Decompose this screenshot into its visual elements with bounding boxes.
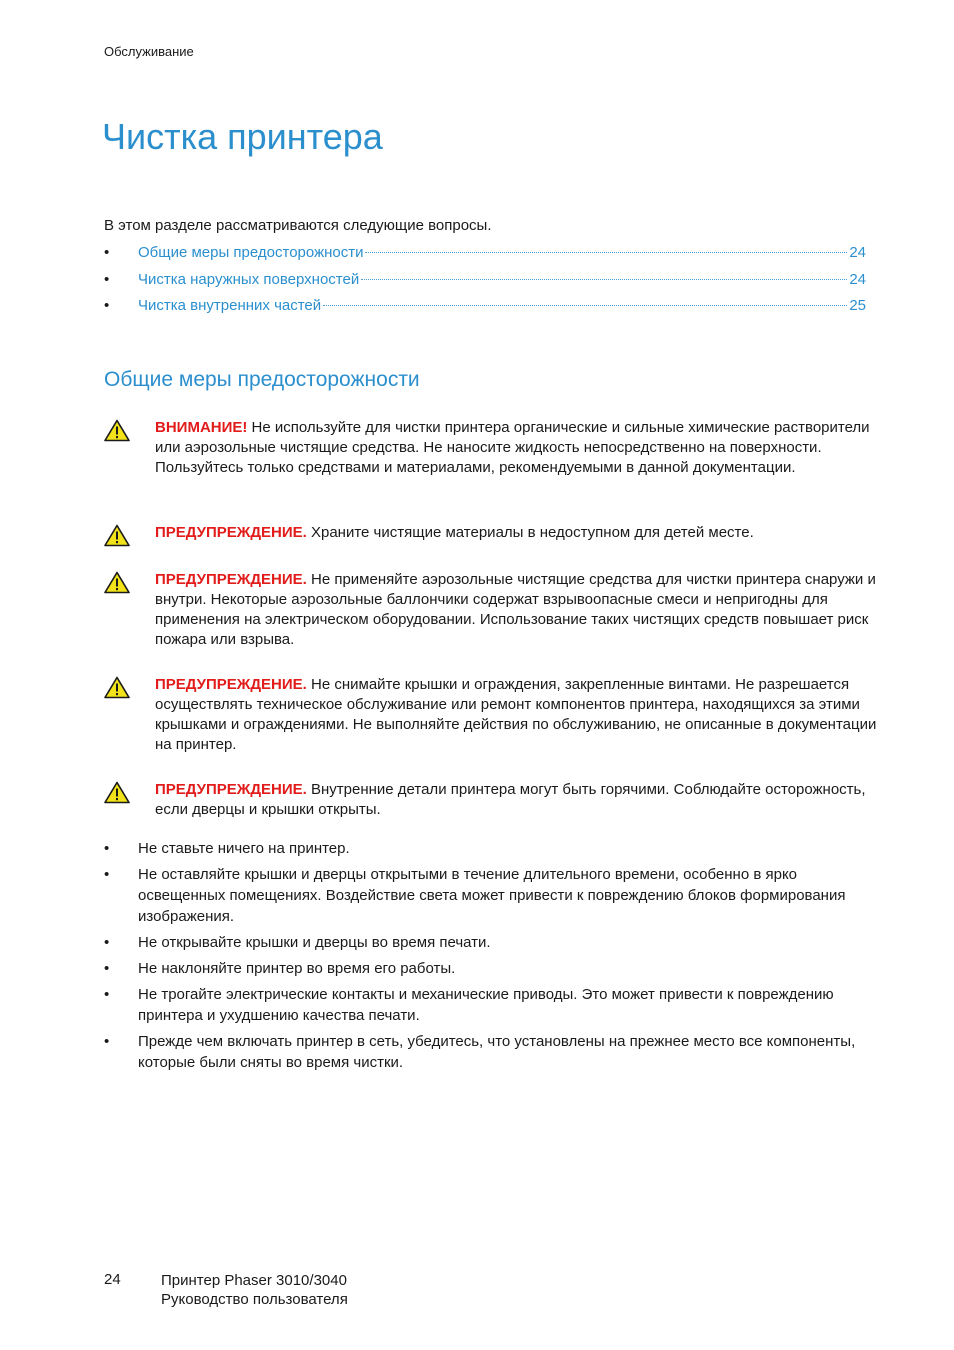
list-item (104, 958, 866, 979)
warning-lead: ПРЕДУПРЕЖДЕНИЕ. (155, 781, 307, 798)
warning-text (155, 675, 896, 755)
footer-guide: Руководство пользователя (161, 1291, 348, 1308)
warning-triangle-icon (104, 780, 155, 820)
page-number: 24 (104, 1271, 121, 1288)
toc-item[interactable] (104, 244, 866, 271)
warning-lead: ПРЕДУПРЕЖДЕНИЕ. (155, 676, 307, 693)
warning-triangle-icon (104, 570, 155, 650)
list-item-text: Не ставьте ничего на принтер. (138, 840, 350, 857)
list-item-text: Не открывайте крышки и дверцы во время печати. (138, 934, 491, 951)
list-item-text: Прежде чем включать принтер в сеть, убедитесь, что установлены на прежнее место все компоненты, которые были сняты во время чистки. (138, 1033, 856, 1071)
warning-text (155, 418, 896, 478)
warning-triangle-icon (104, 523, 155, 552)
bullet: • (104, 840, 110, 857)
toc-item[interactable] (104, 271, 866, 298)
bullet: • (104, 1033, 110, 1050)
toc-page[interactable]: 25 (849, 297, 866, 314)
warning-lead: ВНИМАНИЕ! (155, 419, 248, 436)
toc-leader (365, 252, 847, 253)
warning-text (155, 780, 896, 820)
warning-block (104, 675, 896, 755)
page-title: Чистка принтера (102, 116, 383, 157)
toc-link[interactable]: Чистка наружных поверхностей (138, 270, 360, 288)
footer-product: Принтер Phaser 3010/3040 (161, 1272, 347, 1289)
toc-page[interactable]: 24 (849, 244, 866, 261)
precautions-list (104, 838, 866, 1078)
footer-doc-info (161, 1271, 348, 1309)
bullet: • (104, 934, 110, 951)
list-item (104, 864, 866, 927)
warning-block (104, 570, 896, 650)
toc-page[interactable]: 24 (849, 270, 866, 288)
warning-lead: ПРЕДУПРЕЖДЕНИЕ. (155, 524, 307, 541)
toc-leader (323, 305, 847, 306)
warning-body: Не используйте для чистки принтера органические и сильные химические растворители или аэрозольные чистящие средства. Не наносите жидкость непосредственно на поверхности. Пользуйтесь только средствами и материалами, рекомендуемыми в данной документации. (155, 419, 870, 476)
warning-body: Храните чистящие материалы в недоступном для детей месте. (306, 524, 754, 541)
bullet: • (104, 866, 110, 883)
intro-text: В этом разделе рассматриваются следующие вопросы. (104, 217, 492, 234)
running-header: Обслуживание (104, 44, 194, 59)
section-heading: Общие меры предосторожности (104, 368, 420, 391)
toc-link[interactable]: Чистка внутренних частей (138, 297, 322, 314)
warning-block (104, 523, 896, 552)
warning-text (155, 570, 896, 650)
warning-triangle-icon (104, 675, 155, 755)
warning-lead: ПРЕДУПРЕЖДЕНИЕ. (155, 571, 307, 588)
warning-body: Внутренние детали принтера могут быть горячими. Соблюдайте осторожность, если дверцы и крышки открыты. (155, 781, 866, 818)
warning-body: Не снимайте крышки и ограждения, закрепленные винтами. Не разрешается осуществлять техническое обслуживание или ремонт компонентов принтера, находящихся за этими крышками и ограждениями. Не выполняйте действия по обслуживанию, не описанные в документации на принтер. (155, 676, 877, 753)
warning-body: Не применяйте аэрозольные чистящие средства для чистки принтера снаружи и внутри. Некоторые аэрозольные баллончики содержат взрывоопасные смеси и непригодны для применения на электрическом оборудовании. Использование таких чистящих средств повышает риск пожара или взрыва. (155, 571, 876, 648)
list-item (104, 1031, 866, 1073)
toc-leader (361, 279, 847, 280)
bullet: • (104, 244, 110, 261)
toc-link[interactable]: Общие меры предосторожности (138, 244, 364, 261)
list-item (104, 932, 866, 953)
bullet: • (104, 986, 110, 1003)
toc-item[interactable] (104, 297, 866, 324)
warning-block (104, 418, 896, 478)
warning-text (155, 523, 896, 552)
bullet: • (104, 297, 110, 314)
list-item-text: Не оставляйте крышки и дверцы открытыми в течение длительного времени, особенно в ярко освещенных помещениях. Воздействие света может привести к повреждению блоков формирования изображения. (138, 866, 846, 925)
bullet: • (104, 270, 110, 288)
list-item (104, 984, 866, 1026)
toc-list (104, 244, 866, 324)
list-item (104, 838, 866, 859)
warning-block (104, 780, 896, 820)
list-item-text: Не трогайте электрические контакты и механические приводы. Это может привести к повреждению принтера и ухудшению качества печати. (138, 986, 834, 1024)
bullet: • (104, 960, 110, 977)
warning-triangle-icon (104, 418, 155, 478)
list-item-text: Не наклоняйте принтер во время его работы. (138, 960, 456, 977)
